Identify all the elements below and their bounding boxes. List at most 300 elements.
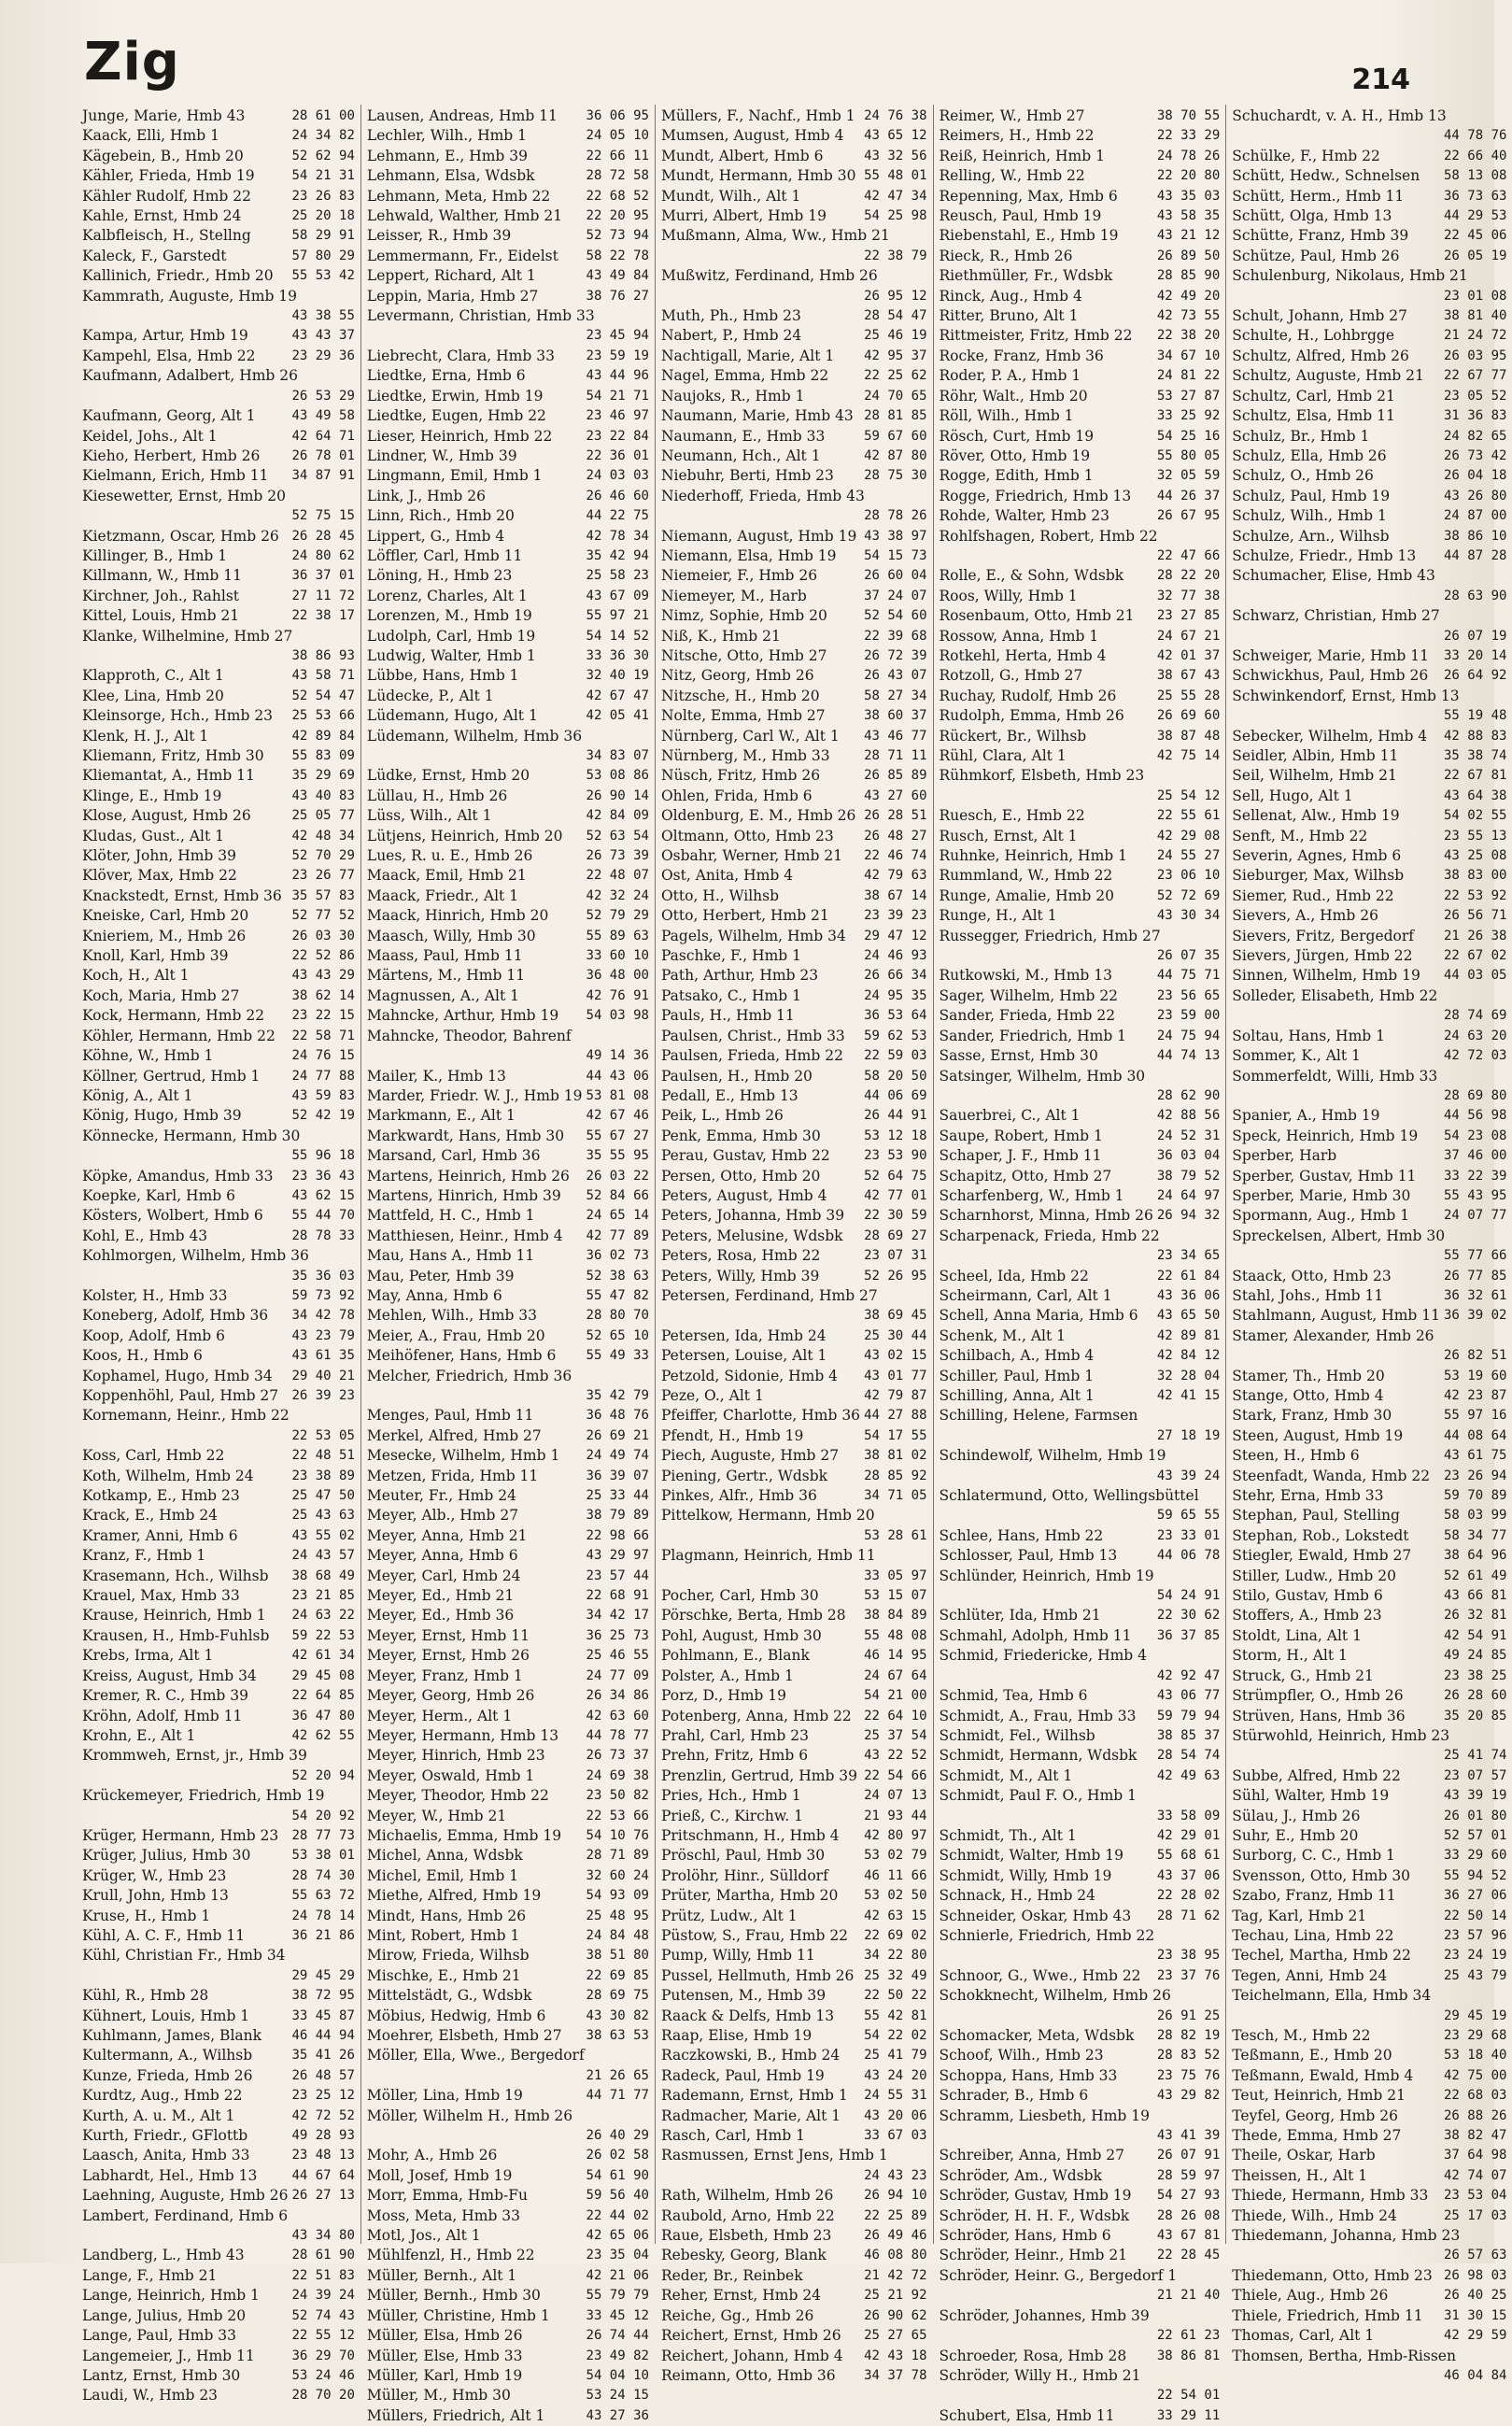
entry-phone: 26 02 58 [586,2148,649,2164]
entry-phone: 38 79 89 [586,1508,649,1524]
directory-entry [940,727,1221,746]
entry-phone [351,627,355,646]
directory-entry [940,1506,1221,1525]
entry-phone: 26 94 32 [1156,1208,1221,1224]
directory-entry [1232,2026,1506,2046]
entry-name: Rotkehl, Herta, Hmb 4 [939,646,1107,664]
entry-name: Meyer, Oswald, Hmb 1 [366,1766,535,1784]
entry-phone: 31 36 83 [1444,408,1507,424]
entry-name: Sell, Hugo, Alt 1 [1232,787,1353,804]
entry-phone: 33 29 60 [1444,1848,1507,1864]
entry-phone: 54 61 90 [586,2167,649,2183]
entry-name: Niemann, Elsa, Hmb 19 [660,546,837,564]
entry-phone: 38 70 55 [1156,108,1221,123]
entry-name: Klinge, E., Hmb 19 [82,787,222,804]
directory-entry [940,1986,1221,2006]
directory-entry [661,1346,927,1366]
directory-entry [1232,1746,1506,1766]
entry-phone: 22 55 61 [1156,808,1221,824]
entry-name: Nimz, Sophie, Hmb 20 [660,607,827,625]
entry-phone: 43 65 12 [864,128,927,144]
entry-name: Kähler, Frieda, Hmb 19 [82,167,255,185]
directory-entry [940,1746,1221,1766]
entry-name: Pröschl, Paul, Hmb 30 [660,1847,826,1865]
entry-phone: 26 69 60 [1156,708,1221,724]
directory-entry [367,427,649,447]
directory-entry [367,866,649,886]
directory-entry [661,1667,927,1686]
entry-phone: 24 05 10 [586,128,649,144]
directory-entry [1232,1286,1506,1306]
entry-name: Mumsen, August, Hmb 4 [660,127,844,145]
directory-entry [82,2126,355,2146]
entry-name: Krüger, Hermann, Hmb 23 [82,1826,279,1844]
directory-entry [661,2146,927,2165]
entry-name: Schokknecht, Wilhelm, Hmb 26 [939,1987,1171,2005]
entry-name: Kuhlmann, James, Blank [82,2027,262,2044]
directory-entry [940,2026,1221,2046]
entry-phone [1503,2347,1506,2366]
entry-name: Lues, R. u. E., Hmb 26 [366,847,533,865]
entry-name: Teichelmann, Ella, Hmb 34 [1232,1987,1432,2005]
entry-phone: 36 25 73 [586,1627,649,1643]
entry-phone: 28 78 26 [864,508,927,524]
entry-name: Kruse, H., Hmb 1 [82,1907,211,1924]
entry-phone: 44 75 71 [1156,968,1221,984]
entry-name: Kallinich, Friedr., Hmb 20 [82,267,274,285]
entry-phone: 25 41 74 [1444,1748,1507,1764]
entry-name: Raczkowski, B., Hmb 24 [660,2047,841,2064]
entry-name: Pittelkow, Hermann, Hmb 20 [660,1507,875,1525]
directory-entry [1232,527,1506,546]
entry-phone: 42 73 55 [1156,308,1221,324]
entry-name: Maasch, Willy, Hmb 30 [366,927,536,944]
directory-entry [1232,1866,1506,1886]
directory-entry [82,347,355,366]
entry-name: Rossow, Anna, Hmb 1 [939,627,1099,645]
entry-name: Kittel, Louis, Hmb 21 [82,607,240,625]
entry-phone: 22 48 07 [586,868,649,884]
directory-entry [661,566,927,586]
entry-phone [1216,1786,1220,1806]
entry-phone: 33 22 39 [1444,1168,1507,1184]
directory-entry [82,1386,355,1406]
directory-entry [1232,1467,1506,1486]
directory-entry [82,1807,355,1826]
directory-entry [82,646,355,666]
directory-entry [1232,2107,1506,2126]
directory-entry [1232,546,1506,566]
directory-entry [940,2206,1221,2226]
directory-entry [661,1606,927,1625]
entry-phone: 26 78 01 [291,447,355,463]
directory-entry [940,1186,1221,1206]
entry-name: Mohr, A., Hmb 26 [366,2147,498,2164]
entry-phone [1216,927,1220,946]
directory-entry [661,1326,927,1346]
directory-entry [367,347,649,366]
entry-name: Marsand, Carl, Hmb 36 [366,1147,541,1165]
entry-name: Tegen, Anni, Hmb 24 [1232,1966,1388,1984]
directory-entry [940,2126,1221,2146]
entry-name: Rasch, Carl, Hmb 1 [660,2127,805,2145]
entry-phone: 42 80 97 [864,1827,927,1843]
entry-phone: 42 67 47 [586,688,649,703]
entry-phone: 22 30 59 [864,1208,927,1224]
directory-entry [661,366,927,386]
directory-entry [82,366,355,386]
entry-name: Plagmann, Heinrich, Hmb 11 [660,1547,876,1565]
directory-entry [940,1546,1221,1566]
directory-entry [1232,806,1506,826]
entry-phone: 38 64 96 [1444,1548,1507,1564]
entry-name: Melcher, Friedrich, Hmb 36 [366,1367,572,1384]
entry-name: Klapproth, C., Alt 1 [82,667,224,685]
directory-entry [1232,1326,1506,1346]
entry-phone: 23 50 82 [586,1788,649,1804]
entry-phone: 23 33 01 [1156,1527,1221,1543]
entry-phone [351,1246,355,1266]
entry-phone: 26 04 18 [1444,468,1507,484]
entry-name: Kurdtz, Aug., Hmb 22 [82,2087,243,2105]
entry-name: Rückert, Br., Wilhsb [939,727,1087,745]
directory-entry [82,1726,355,1746]
entry-phone [1216,2306,1220,2326]
directory-entry [940,1067,1221,1086]
entry-name: Spreckelsen, Albert, Hmb 30 [1232,1227,1446,1244]
entry-phone: 24 76 15 [291,1048,355,1064]
entry-phone: 23 38 95 [1156,1948,1221,1964]
entry-phone [1503,1986,1506,2006]
entry-name: Surborg, C. C., Hmb 1 [1232,1847,1395,1865]
entry-name: Sievers, A., Hmb 26 [1232,907,1378,925]
entry-name: Svensson, Otto, Hmb 30 [1232,1866,1411,1884]
directory-entry [940,687,1221,706]
entry-phone: 43 44 96 [586,368,649,384]
directory-entry [82,306,355,326]
entry-name: Rademann, Ernst, Hmb 1 [660,2087,848,2105]
entry-phone: 22 46 74 [864,848,927,864]
entry-phone: 36 48 00 [586,968,649,984]
entry-phone: 23 45 94 [586,328,649,344]
directory-entry [940,1766,1221,1786]
entry-phone [1216,1986,1220,2006]
entry-phone: 26 48 27 [864,828,927,844]
entry-phone: 26 05 19 [1444,248,1507,263]
entry-name: Stamer, Alexander, Hmb 26 [1232,1326,1434,1344]
entry-phone: 53 28 61 [864,1527,927,1543]
entry-phone: 52 72 69 [1156,887,1221,903]
entry-phone: 43 30 82 [586,2007,649,2023]
entry-phone: 43 06 77 [1156,1688,1221,1704]
entry-phone: 23 48 13 [291,2148,355,2164]
directory-entry [367,2026,649,2046]
entry-name: Schomacker, Meta, Wdsbk [939,2027,1135,2044]
directory-entry [367,2306,649,2326]
entry-name: Röhr, Walt., Hmb 20 [939,387,1088,404]
directory-entry [661,2246,927,2265]
entry-phone: 43 25 08 [1444,848,1507,864]
entry-phone: 34 42 78 [291,1308,355,1324]
entry-phone: 24 70 65 [864,388,927,404]
entry-phone: 54 27 93 [1156,2188,1221,2204]
directory-entry [661,1127,927,1146]
entry-name: Teyfel, Georg, Hmb 26 [1232,2107,1398,2124]
directory-entry [367,2007,649,2026]
entry-phone: 21 24 72 [1444,328,1507,344]
entry-phone: 53 12 18 [864,1128,927,1143]
entry-phone: 38 86 81 [1156,2348,1221,2363]
directory-entry [82,946,355,966]
directory-entry [661,1206,927,1226]
entry-phone: 38 87 48 [1156,728,1221,744]
entry-phone: 52 54 60 [864,608,927,624]
entry-phone: 44 03 05 [1444,968,1507,984]
directory-entry [367,1446,649,1466]
entry-phone: 26 40 29 [586,2128,649,2144]
entry-phone: 42 41 15 [1156,1388,1221,1403]
directory-entry [367,1966,649,1986]
directory-entry [82,2246,355,2265]
directory-entry [940,2086,1221,2106]
entry-name: Rohlfshagen, Robert, Hmb 22 [939,527,1158,545]
entry-phone: 24 78 26 [1156,148,1221,163]
entry-phone: 26 77 85 [1444,1268,1507,1284]
entry-name: Schulz, Br., Hmb 1 [1232,427,1370,445]
directory-entry [82,487,355,506]
entry-name: Kampehl, Elsa, Hmb 22 [82,347,256,364]
directory-entry [367,2226,649,2246]
directory-entry [661,2266,927,2286]
directory-entry [1232,1306,1506,1326]
entry-phone: 24 39 24 [291,2288,355,2304]
entry-phone [351,287,355,306]
entry-name: Stahlmann, August, Hmb 11 [1232,1307,1440,1325]
entry-phone: 49 14 36 [586,1048,649,1064]
entry-name: Leppert, Richard, Alt 1 [366,267,536,285]
directory-entry [940,1167,1221,1186]
entry-phone: 42 29 08 [1156,828,1221,844]
directory-entry [1232,787,1506,806]
entry-phone: 22 54 01 [1156,2388,1221,2404]
directory-entry [82,2066,355,2086]
directory-entry [367,1866,649,1886]
entry-phone: 42 62 55 [291,1727,355,1743]
entry-phone [351,2206,355,2226]
entry-phone: 22 47 66 [1156,547,1221,563]
directory-entry [1232,1186,1506,1206]
entry-name: Knoll, Karl, Hmb 39 [82,947,229,965]
entry-name: Schröder, Willy H., Hmb 21 [939,2366,1141,2384]
entry-phone: 22 59 03 [864,1048,927,1064]
directory-entry [1232,1966,1506,1986]
entry-phone: 33 67 03 [864,2128,927,2144]
entry-phone: 24 43 23 [864,2167,927,2183]
directory-entry [661,1807,927,1826]
entry-name: Petzold, Sidonie, Hmb 4 [660,1367,839,1384]
entry-name: Strüven, Hans, Hmb 36 [1232,1707,1406,1724]
directory-entry [82,846,355,866]
directory-entry [1232,226,1506,246]
entry-name: Ruesch, E., Hmb 22 [939,807,1085,825]
entry-phone: 38 72 95 [291,1988,355,2004]
directory-entry [367,1326,649,1346]
directory-entry [661,2066,927,2086]
entry-phone: 32 40 19 [586,668,649,684]
entry-phone: 22 38 20 [1156,328,1221,344]
entry-phone: 52 57 01 [1444,1827,1507,1843]
entry-phone [1216,1567,1220,1586]
entry-phone: 42 74 07 [1444,2167,1507,2183]
entry-phone: 26 94 10 [864,2188,927,2204]
entry-phone: 22 30 62 [1156,1608,1221,1624]
entry-name: Lüdecke, P., Alt 1 [366,687,494,704]
directory-entry [940,1567,1221,1586]
directory-entry [940,787,1221,806]
entry-phone: 44 78 77 [586,1727,649,1743]
entry-phone: 21 21 40 [1156,2288,1221,2304]
entry-phone: 33 29 11 [1156,2407,1221,2423]
entry-phone [645,2046,649,2065]
entry-phone: 42 29 59 [1444,2328,1507,2344]
entry-phone: 32 05 59 [1156,468,1221,484]
entry-name: Piech, Auguste, Hmb 27 [660,1447,840,1465]
entry-name: Köllner, Gertrud, Hmb 1 [82,1067,261,1085]
entry-phone: 22 66 40 [1444,148,1507,163]
entry-name: Metzen, Frida, Hmb 11 [366,1467,539,1484]
entry-phone [1216,1926,1220,1946]
directory-entry [661,1046,927,1066]
directory-entry [661,326,927,346]
entry-phone: 22 33 29 [1156,128,1221,144]
entry-name: Killinger, B., Hmb 1 [82,546,228,564]
directory-entry [1232,347,1506,366]
directory-entry [367,1667,649,1686]
entry-name: May, Anna, Hmb 6 [366,1286,502,1304]
directory-entry [1232,387,1506,406]
entry-name: Pauls, H., Hmb 11 [660,1007,795,1025]
entry-name: Stephan, Paul, Stelling [1232,1507,1400,1525]
entry-name: Sager, Wilhelm, Hmb 22 [939,986,1119,1004]
entry-name: Nürnberg, Carl W., Alt 1 [660,727,840,745]
directory-entry [1232,1167,1506,1186]
entry-phone: 36 27 06 [1444,1888,1507,1904]
directory-entry [940,1486,1221,1506]
entry-name: Nitzsche, H., Hmb 20 [660,687,820,704]
entry-name: Techau, Lina, Hmb 22 [1232,1926,1394,1944]
directory-entry [661,2166,927,2186]
directory-entry [940,1846,1221,1866]
directory-entry [82,2166,355,2186]
entry-name: Krüger, Julius, Hmb 30 [82,1847,251,1865]
entry-phone: 28 61 00 [291,108,355,123]
entry-name: Schindewolf, Wilhelm, Hmb 19 [939,1447,1166,1465]
entry-phone: 53 81 08 [586,1087,649,1103]
directory-entry [661,1907,927,1926]
entry-phone: 44 06 69 [864,1087,927,1103]
directory-entry [1232,1586,1506,1606]
directory-entry [1232,2226,1506,2246]
entry-name: Mau, Hans A., Hmb 11 [366,1247,535,1265]
directory-entry [1232,1567,1506,1586]
entry-name: Pussel, Hellmuth, Hmb 26 [660,1966,855,1984]
directory-entry [82,187,355,206]
directory-entry [82,2046,355,2065]
entry-name: Meuter, Fr., Hmb 24 [366,1487,516,1505]
entry-name: Müller, Christine, Hmb 1 [366,2306,550,2324]
entry-phone: 32 77 38 [1156,588,1221,603]
entry-name: Rogge, Friedrich, Hmb 13 [939,487,1132,504]
entry-phone: 38 68 49 [291,1568,355,1583]
entry-phone: 55 47 82 [586,1287,649,1303]
entry-phone: 43 26 80 [1444,488,1507,504]
entry-phone: 49 28 93 [291,2128,355,2144]
directory-entry [367,1606,649,1625]
entry-name: Mühlfenzl, H., Hmb 22 [366,2247,535,2264]
directory-entry [940,1367,1221,1386]
directory-entry [82,1667,355,1686]
entry-name: Rath, Wilhelm, Hmb 26 [660,2187,834,2205]
entry-phone: 36 06 95 [586,108,649,123]
directory-entry [940,1707,1221,1726]
directory-entry [367,1227,649,1246]
entry-phone: 52 64 75 [864,1168,927,1184]
entry-phone: 52 63 54 [586,828,649,844]
entry-phone: 35 20 85 [1444,1708,1507,1724]
entry-phone: 54 93 09 [586,1888,649,1904]
directory-entry [1232,1227,1506,1246]
directory-entry [82,806,355,826]
directory-entry [82,2306,355,2326]
entry-name: Sühl, Walter, Hmb 19 [1232,1787,1390,1805]
directory-entry [367,106,649,126]
entry-name: Koneberg, Adolf, Hmb 36 [82,1307,269,1325]
entry-name: Lütjens, Heinrich, Hmb 20 [366,827,563,844]
directory-entry [940,1667,1221,1686]
directory-entry [1232,2326,1506,2346]
directory-entry [82,1907,355,1926]
directory-entry [1232,1686,1506,1706]
directory-entry [661,2206,927,2226]
entry-name: Koos, H., Hmb 6 [82,1347,203,1365]
entry-name: Stilo, Gustav, Hmb 6 [1232,1587,1383,1605]
entry-name: Nürnberg, M., Hmb 33 [660,747,830,764]
entry-phone: 28 70 20 [291,2388,355,2404]
directory-entry [367,1567,649,1586]
entry-phone: 54 25 98 [864,208,927,224]
directory-entry [367,387,649,406]
entry-phone: 22 53 92 [1444,887,1507,903]
entry-name: Mailer, K., Hmb 13 [366,1067,506,1085]
entry-name: Schnoor, G., Wwe., Hmb 22 [939,1966,1141,1984]
entry-name: Liedtke, Erna, Hmb 6 [366,367,526,385]
entry-phone: 22 51 83 [291,2267,355,2283]
directory-entry [1232,1726,1506,1746]
entry-phone: 26 34 86 [586,1688,649,1704]
directory-entry [82,166,355,186]
directory-entry [940,487,1221,506]
entry-name: Perau, Gustav, Hmb 22 [660,1147,830,1165]
entry-phone: 22 68 91 [586,1588,649,1604]
entry-phone: 43 01 77 [864,1368,927,1383]
entry-name: Magnussen, A., Alt 1 [366,986,519,1004]
directory-entry [82,1926,355,1946]
directory-entry [82,387,355,406]
directory-entry [1232,1907,1506,1926]
entry-phone: 22 61 23 [1156,2328,1221,2344]
entry-phone [1503,1067,1506,1086]
entry-phone: 28 74 30 [291,1867,355,1883]
